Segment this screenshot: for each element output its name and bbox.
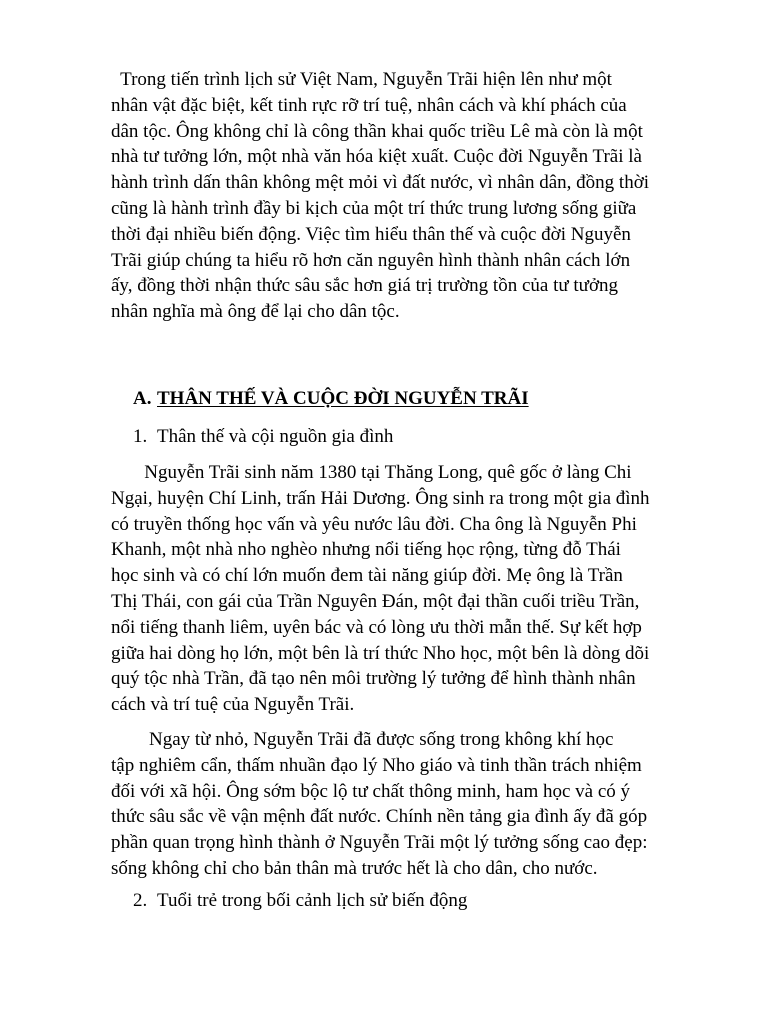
paragraph-line: quý tộc nhà Trần, đã tạo nên môi trường lý tưởng để hình thành nhân — [111, 668, 636, 690]
intro-paragraph — [111, 67, 701, 325]
paragraph-line: Ngay từ nhỏ, Nguyễn Trãi đã được sống trong không khí học — [111, 729, 614, 750]
intro-line: nhân nghĩa mà ông để lại cho dân tộc. — [111, 301, 400, 323]
paragraph-line: học sinh và có chí lớn muốn đem tài năng giúp đời. Mẹ ông là Trần — [111, 565, 623, 587]
subsection-title: Thân thế và cội nguồn gia đình — [157, 426, 394, 447]
paragraph-line: có truyền thống học vấn và yêu nước lâu đời. Cha ông là Nguyễn Phi — [111, 513, 637, 535]
section-heading — [133, 388, 529, 410]
paragraph-line: đối với xã hội. Ông sớm bộc lộ tư chất thông minh, ham học và có ý — [111, 780, 631, 802]
paragraph-line: Khanh, một nhà nho nghèo nhưng nổi tiếng học rộng, từng đỗ Thái — [111, 539, 621, 561]
subsection-title: Tuổi trẻ trong bối cảnh lịch sử biến động — [157, 890, 468, 911]
paragraph-line: Nguyễn Trãi sinh năm 1380 tại Thăng Long, quê gốc ở làng Chi — [111, 462, 632, 483]
intro-line: thời đại nhiều biến động. Việc tìm hiểu thân thế và cuộc đời Nguyễn — [111, 223, 631, 245]
section-letter: A. — [133, 388, 152, 409]
intro-line: cũng là hành trình đầy bi kịch của một trí thức trung lương sống giữa — [111, 197, 637, 219]
intro-line: nhân vật đặc biệt, kết tinh rực rỡ trí tuệ, nhân cách và khí phách của — [111, 94, 627, 116]
paragraph-line: tập nghiêm cẩn, thấm nhuần đạo lý Nho giáo và tinh thần trách nhiệm — [111, 754, 642, 776]
intro-line: Trãi giúp chúng ta hiểu rõ hơn căn nguyên hình thành nhân cách lớn — [111, 249, 631, 271]
paragraph-line: phần quan trọng hình thành ở Nguyễn Trãi một lý tưởng sống cao đẹp: — [111, 832, 648, 854]
subsection-heading — [133, 890, 467, 912]
section-title: THÂN THẾ VÀ CUỘC ĐỜI NGUYỄN TRÃI — [157, 388, 529, 409]
intro-line: hành trình dấn thân không mệt mỏi vì đất nước, vì nhân dân, đồng thời — [111, 172, 650, 194]
subsection-number: 1. — [133, 426, 148, 447]
paragraph-line: giữa hai dòng họ lớn, một bên là trí thức Nho học, một bên là dòng dõi — [111, 642, 650, 664]
paragraph-line: Ngại, huyện Chí Linh, trấn Hải Dương. Ông sinh ra trong một gia đình — [111, 487, 650, 509]
paragraph-line: sống không chỉ cho bản thân mà trước hết là cho dân, cho nước. — [111, 857, 598, 879]
intro-line: ấy, đồng thời nhận thức sâu sắc hơn giá trị trường tồn của tư tưởng — [111, 275, 619, 297]
intro-line: dân tộc. Ông không chỉ là công thần khai quốc triều Lê mà còn là một — [111, 120, 643, 142]
subsection-heading — [133, 426, 393, 448]
body-paragraph — [111, 727, 701, 882]
subsection-number: 2. — [133, 890, 148, 911]
paragraph-line: cách và trí tuệ của Nguyễn Trãi. — [111, 694, 355, 716]
paragraph-line: thức sâu sắc về vận mệnh đất nước. Chính nền tảng gia đình ấy đã góp — [111, 806, 648, 828]
body-paragraph — [111, 460, 701, 718]
intro-line: Trong tiến trình lịch sử Việt Nam, Nguyễn Trãi hiện lên như một — [111, 69, 612, 90]
paragraph-line: nổi tiếng thanh liêm, uyên bác và có lòng ưu thời mẫn thế. Sự kết hợp — [111, 616, 642, 638]
intro-line: nhà tư tưởng lớn, một nhà văn hóa kiệt xuất. Cuộc đời Nguyễn Trãi là — [111, 146, 642, 168]
paragraph-line: Thị Thái, con gái của Trần Nguyên Đán, một đại thần cuối triều Trần, — [111, 590, 640, 612]
